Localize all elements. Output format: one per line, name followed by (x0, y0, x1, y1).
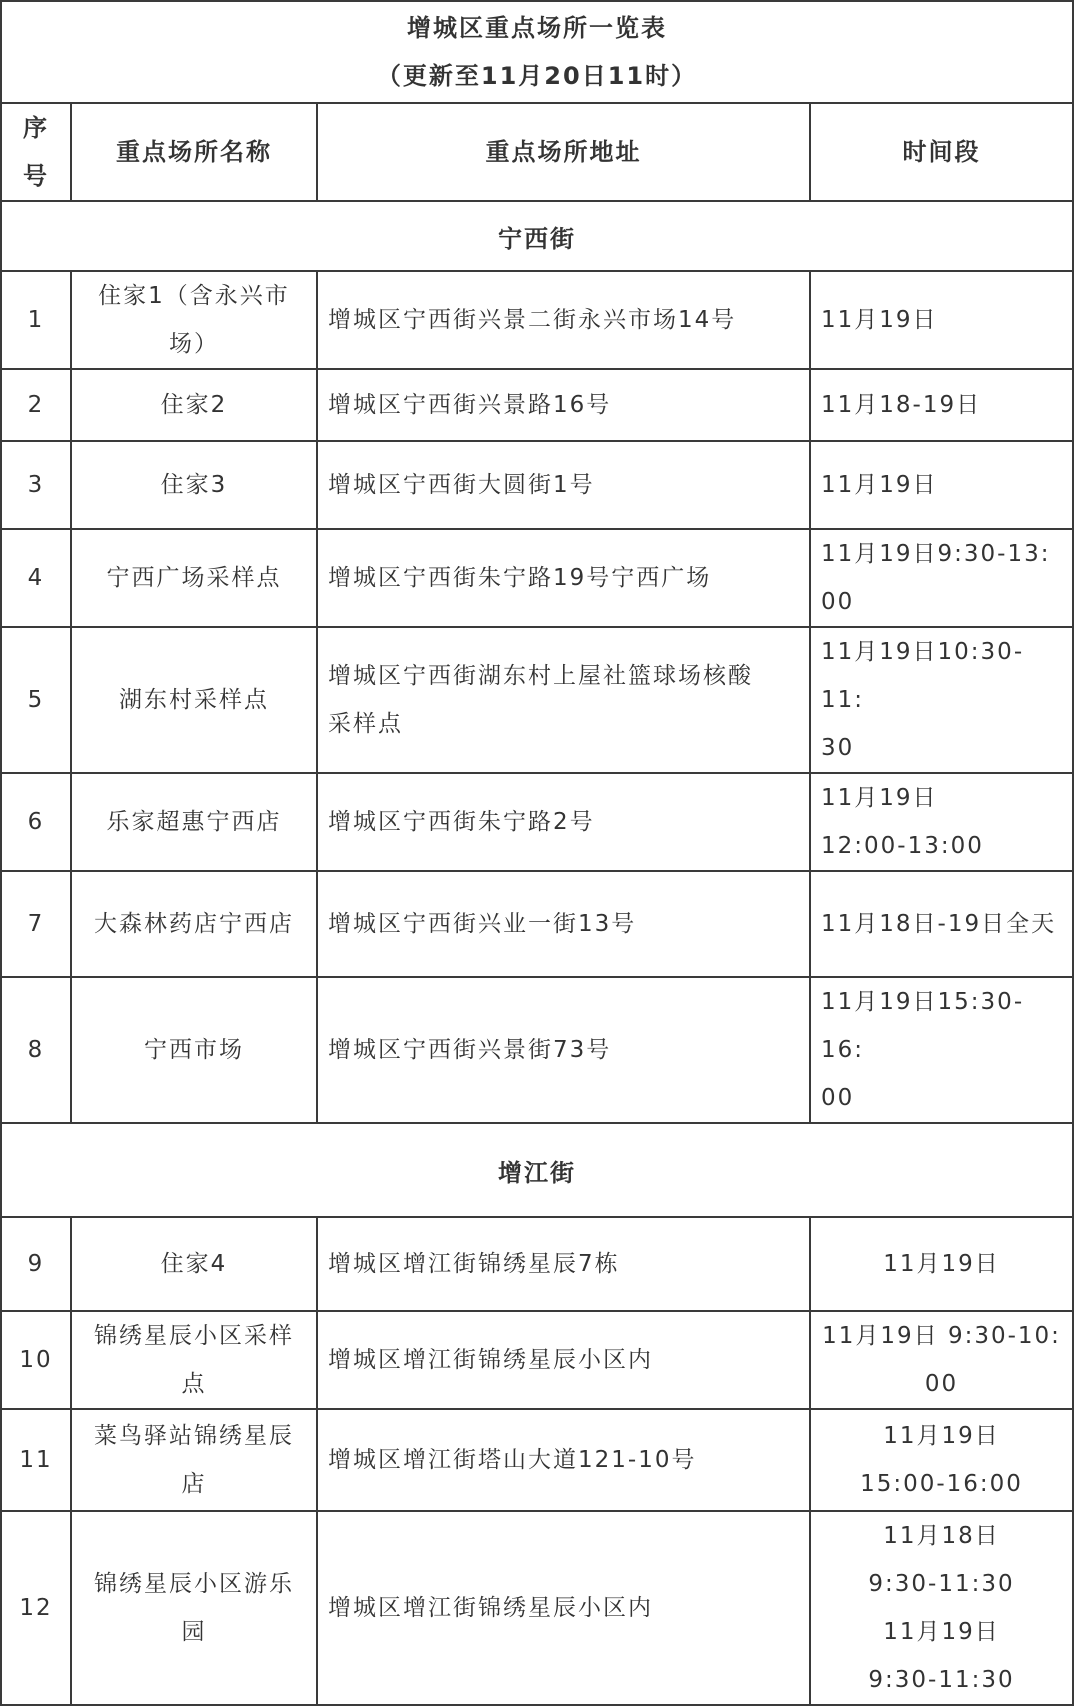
time-period-line: 00 (821, 1085, 855, 1111)
location-address-line: 增城区宁西街朱宁路2号 (328, 809, 595, 835)
location-address-line: 增城区增江街锦绣星辰小区内 (328, 1347, 653, 1373)
section-name: 宁西街 (1, 201, 1073, 271)
time-period (810, 271, 1073, 369)
location-address-line: 增城区宁西街兴景路16号 (328, 392, 612, 418)
row-index: 9 (1, 1217, 71, 1311)
time-period (810, 441, 1073, 529)
table-row (1, 441, 1073, 529)
location-address (317, 1511, 810, 1705)
time-period-line: 11月19日15:30-16: (821, 989, 1025, 1063)
section-row (1, 1123, 1073, 1217)
location-name (71, 773, 317, 871)
row-index: 1 (1, 271, 71, 369)
location-address (317, 773, 810, 871)
location-address-line: 增城区宁西街大圆街1号 (328, 472, 595, 498)
time-period (810, 1511, 1073, 1705)
table-row (1, 1217, 1073, 1311)
location-name-line: 住家4 (160, 1251, 228, 1277)
table-row (1, 1511, 1073, 1705)
location-name (71, 369, 317, 441)
location-address (317, 529, 810, 627)
location-name-line: 住家3 (160, 472, 228, 498)
location-address (317, 977, 810, 1123)
row-index: 12 (1, 1511, 71, 1705)
row-index: 5 (1, 627, 71, 773)
location-name (71, 627, 317, 773)
time-period-line: 11月18-19日 (821, 392, 982, 418)
location-name-line: 锦绣星辰小区游乐 (94, 1571, 294, 1597)
location-name (71, 271, 317, 369)
time-period-line: 11月19日 (883, 1619, 1000, 1645)
location-name-line: 场） (169, 331, 219, 357)
location-address-line: 增城区宁西街湖东村上屋社篮球场核酸 (328, 663, 753, 689)
title-row (1, 1, 1073, 103)
row-index: 6 (1, 773, 71, 871)
location-name (71, 1217, 317, 1311)
location-name-line: 锦绣星辰小区采样 (94, 1323, 294, 1349)
time-period-line: 11月19日10:30-11: (821, 639, 1025, 713)
time-period-line: 15:00-16:00 (860, 1471, 1023, 1497)
location-address (317, 1311, 810, 1409)
location-name-line: 菜鸟驿站锦绣星辰 (94, 1423, 294, 1449)
location-address (317, 871, 810, 977)
location-address (317, 1409, 810, 1511)
time-period-line: 11月19日 9:30-10: (822, 1323, 1061, 1349)
row-index: 8 (1, 977, 71, 1123)
time-period (810, 1311, 1073, 1409)
time-period-line: 11月18日 (883, 1523, 1000, 1549)
header-index-line: 序 (23, 114, 49, 142)
table-row (1, 1311, 1073, 1409)
location-name (71, 529, 317, 627)
location-name-line: 园 (181, 1619, 207, 1645)
location-address (317, 369, 810, 441)
time-period-line: 11月19日 (883, 1423, 1000, 1449)
time-period-line: 9:30-11:30 (868, 1571, 1015, 1597)
table-row (1, 977, 1073, 1123)
location-name-line: 湖东村采样点 (119, 687, 269, 713)
time-period-line: 11月19日 (821, 472, 938, 498)
time-period (810, 369, 1073, 441)
time-period-line: 9:30-11:30 (868, 1667, 1015, 1693)
header-name: 重点场所名称 (71, 103, 317, 201)
location-address (317, 627, 810, 773)
location-address (317, 271, 810, 369)
time-period (810, 871, 1073, 977)
location-name (71, 871, 317, 977)
location-address-line: 增城区增江街锦绣星辰小区内 (328, 1595, 653, 1621)
location-address (317, 1217, 810, 1311)
table-row (1, 271, 1073, 369)
row-index: 10 (1, 1311, 71, 1409)
location-name-line: 店 (181, 1471, 207, 1497)
table-row (1, 369, 1073, 441)
row-index: 3 (1, 441, 71, 529)
location-name-line: 住家1（含永兴市 (98, 283, 290, 309)
time-period (810, 1217, 1073, 1311)
location-name-line: 宁西市场 (144, 1037, 244, 1063)
header-index (1, 103, 71, 201)
row-index: 7 (1, 871, 71, 977)
row-index: 4 (1, 529, 71, 627)
time-period-line: 11月19日9:30-13: (821, 541, 1051, 567)
location-name (71, 441, 317, 529)
row-index: 11 (1, 1409, 71, 1511)
location-name-line: 点 (181, 1371, 207, 1397)
location-name (71, 1409, 317, 1511)
location-name-line: 乐家超惠宁西店 (106, 809, 282, 835)
location-address-line: 增城区增江街锦绣星辰7栋 (328, 1251, 620, 1277)
header-row (1, 103, 1073, 201)
section-row (1, 201, 1073, 271)
time-period-line: 00 (821, 589, 855, 615)
time-period-line: 30 (821, 735, 855, 761)
header-index-line: 号 (23, 162, 49, 190)
table-row (1, 1409, 1073, 1511)
location-name-line: 大森林药店宁西店 (94, 911, 294, 937)
location-name (71, 977, 317, 1123)
table-title-cell (1, 1, 1073, 103)
time-period (810, 977, 1073, 1123)
time-period (810, 529, 1073, 627)
table-body (1, 1, 1073, 1705)
location-address-line: 增城区宁西街兴景街73号 (328, 1037, 612, 1063)
time-period-line: 11月19日 (821, 785, 938, 811)
time-period (810, 773, 1073, 871)
table-row (1, 627, 1073, 773)
time-period (810, 627, 1073, 773)
header-address: 重点场所地址 (317, 103, 810, 201)
table-row (1, 871, 1073, 977)
section-name: 增江街 (1, 1123, 1073, 1217)
location-name-line: 住家2 (160, 392, 228, 418)
row-index: 2 (1, 369, 71, 441)
time-period-line: 11月19日 (821, 307, 938, 333)
location-name (71, 1311, 317, 1409)
location-address-line: 增城区宁西街兴景二街永兴市场14号 (328, 307, 737, 333)
table-title: 增城区重点场所一览表 (407, 14, 667, 42)
table-subtitle: （更新至11月20日11时） (376, 62, 698, 90)
time-period-line: 11月18日-19日全天 (821, 911, 1057, 937)
time-period-line: 12:00-13:00 (821, 833, 984, 859)
location-address-line: 增城区增江街塔山大道121-10号 (328, 1447, 697, 1473)
time-period (810, 1409, 1073, 1511)
location-address-line: 增城区宁西街兴业一街13号 (328, 911, 637, 937)
table-row (1, 773, 1073, 871)
location-name (71, 1511, 317, 1705)
header-time: 时间段 (810, 103, 1073, 201)
location-address-line: 增城区宁西街朱宁路19号宁西广场 (328, 565, 712, 591)
location-name-line: 宁西广场采样点 (106, 565, 282, 591)
table-row (1, 529, 1073, 627)
location-address (317, 441, 810, 529)
location-address-line: 采样点 (328, 711, 403, 737)
time-period-line: 00 (924, 1371, 959, 1397)
time-period-line: 11月19日 (883, 1251, 1000, 1277)
